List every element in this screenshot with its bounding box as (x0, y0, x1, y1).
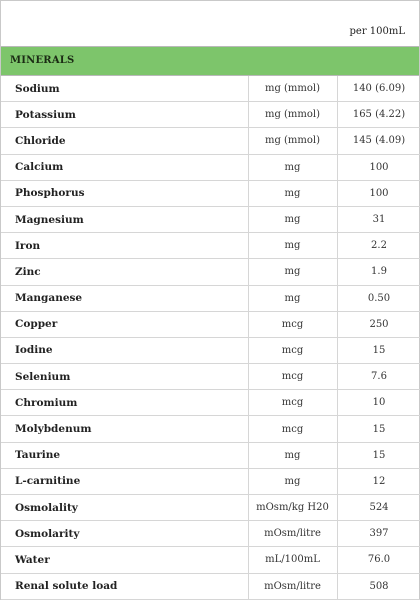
nutrient-name: Phosphorus (1, 180, 248, 206)
table-row (1, 76, 420, 102)
nutrient-value: 100 (337, 180, 420, 206)
nutrient-value: 12 (337, 468, 420, 494)
nutrient-unit: mg (248, 468, 337, 494)
nutrient-unit: mOsm/litre (248, 573, 337, 599)
nutrient-value: 15 (337, 337, 420, 363)
nutrient-name: Chloride (1, 128, 248, 154)
table-row (1, 180, 420, 206)
table-row (1, 102, 420, 128)
nutrient-name: Iron (1, 233, 248, 259)
table-row (1, 390, 420, 416)
nutrient-name: Taurine (1, 442, 248, 468)
nutrient-name: Osmolality (1, 495, 248, 521)
table-row (1, 364, 420, 390)
nutrient-name: Chromium (1, 390, 248, 416)
minerals-table (1, 76, 420, 600)
nutrient-value: 165 (4.22) (337, 102, 420, 128)
nutrient-name: Renal solute load (1, 573, 248, 599)
table-row (1, 495, 420, 521)
nutrient-value: 76.0 (337, 547, 420, 573)
table-row (1, 521, 420, 547)
section-title: MINERALS (10, 55, 75, 66)
table-row (1, 547, 420, 573)
table-row (1, 233, 420, 259)
table-header (1, 1, 419, 45)
table-row (1, 285, 420, 311)
nutrient-value: 31 (337, 206, 420, 232)
nutrient-unit: mg (248, 154, 337, 180)
nutrient-unit: mcg (248, 364, 337, 390)
nutrient-value: 1.9 (337, 259, 420, 285)
nutrient-value: 145 (4.09) (337, 128, 420, 154)
nutrient-value: 7.6 (337, 364, 420, 390)
nutrient-unit: mg (mmol) (248, 102, 337, 128)
nutrient-value: 15 (337, 442, 420, 468)
nutrient-name: Molybdenum (1, 416, 248, 442)
nutrient-unit: mcg (248, 337, 337, 363)
nutrient-name: Iodine (1, 337, 248, 363)
nutrient-name: Water (1, 547, 248, 573)
table-row (1, 442, 420, 468)
table-row (1, 128, 420, 154)
nutrient-unit: mg (mmol) (248, 76, 337, 102)
table-row (1, 573, 420, 599)
nutrient-unit: mg (248, 259, 337, 285)
nutrient-name: Zinc (1, 259, 248, 285)
nutrient-unit: mg (248, 442, 337, 468)
table-row (1, 337, 420, 363)
nutrient-unit: mL/100mL (248, 547, 337, 573)
minerals-section-header (1, 46, 419, 76)
nutrient-unit: mOsm/litre (248, 521, 337, 547)
nutrient-value: 0.50 (337, 285, 420, 311)
nutrient-unit: mcg (248, 311, 337, 337)
table-row (1, 154, 420, 180)
nutrient-name: Calcium (1, 154, 248, 180)
nutrient-value: 140 (6.09) (337, 76, 420, 102)
table-row (1, 416, 420, 442)
nutrient-value: 100 (337, 154, 420, 180)
nutrient-name: Magnesium (1, 206, 248, 232)
nutrient-value: 524 (337, 495, 420, 521)
nutrient-unit: mg (248, 180, 337, 206)
table-row (1, 206, 420, 232)
nutrient-value: 10 (337, 390, 420, 416)
nutrient-unit: mcg (248, 390, 337, 416)
nutrient-unit: mg (mmol) (248, 128, 337, 154)
nutrient-value: 508 (337, 573, 420, 599)
per-100ml-label: per 100mL (349, 26, 405, 37)
table-row (1, 468, 420, 494)
nutrient-name: L-carnitine (1, 468, 248, 494)
table-row (1, 311, 420, 337)
nutrient-name: Manganese (1, 285, 248, 311)
nutrient-name: Sodium (1, 76, 248, 102)
nutrient-value: 15 (337, 416, 420, 442)
nutrient-name: Potassium (1, 102, 248, 128)
nutrient-name: Copper (1, 311, 248, 337)
nutrient-unit: mOsm/kg H20 (248, 495, 337, 521)
nutrient-unit: mcg (248, 416, 337, 442)
nutrient-value: 397 (337, 521, 420, 547)
nutrient-name: Osmolarity (1, 521, 248, 547)
nutrient-name: Selenium (1, 364, 248, 390)
nutrient-unit: mg (248, 285, 337, 311)
nutrient-unit: mg (248, 233, 337, 259)
nutrient-value: 2.2 (337, 233, 420, 259)
nutrient-value: 250 (337, 311, 420, 337)
nutrient-unit: mg (248, 206, 337, 232)
table-row (1, 259, 420, 285)
